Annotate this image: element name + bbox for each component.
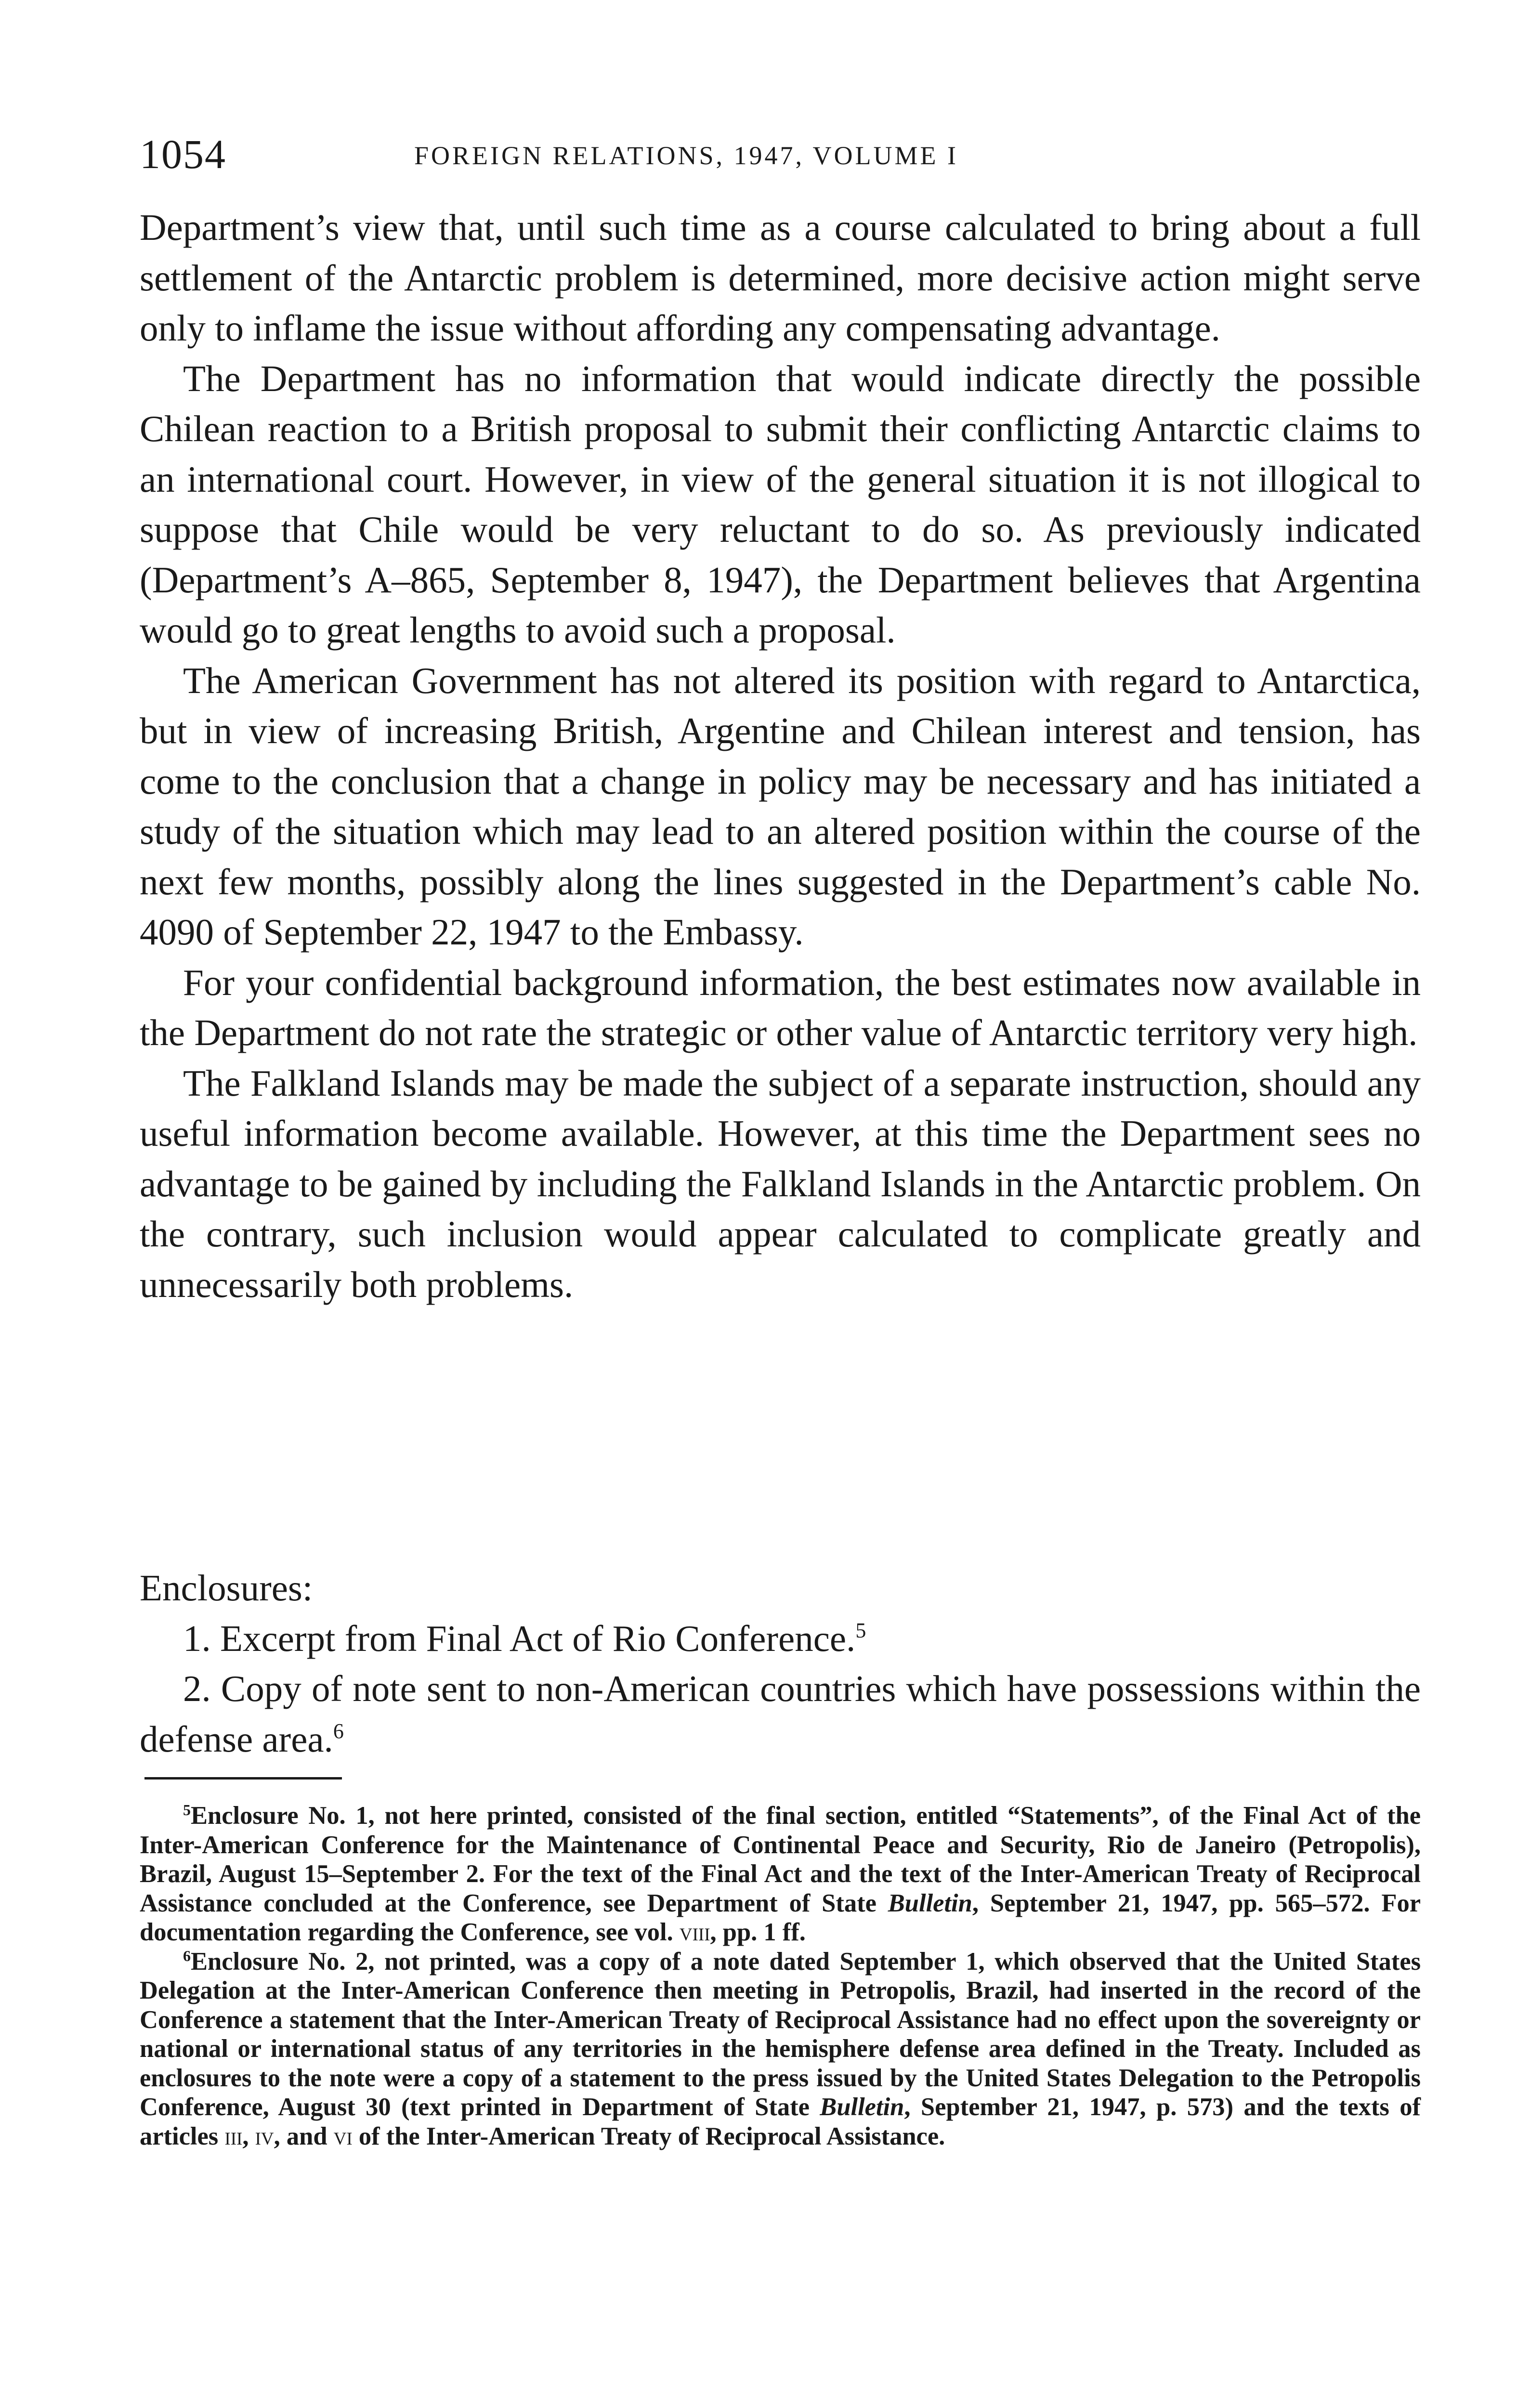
footnote-mark: 5 xyxy=(183,1801,191,1819)
enclosures-list xyxy=(140,1563,1421,1764)
footnote-mark: 6 xyxy=(183,1947,191,1964)
footnote-reference[interactable]: 5 xyxy=(855,1618,866,1642)
footnote-text: Enclosure No. 1, not here printed, consisted of the final section, entitled “Statements”, of the Final Act of the Inter-American Conference for the Maintenance of Continental Peace and Security, Rio de Janeiro (Petropolis), Brazil, August 15–September 2. For the text of the Final Act and the text of the Inter-American Treaty of Reciprocal Assistance concluded at the Conference, see Department of State xyxy=(140,1802,1421,1917)
publication-title: Bulletin xyxy=(820,2093,904,2121)
footnote xyxy=(140,1801,1421,1947)
enclosures-label: Enclosures: xyxy=(140,1567,313,1609)
footnote-text: , September 21, 1947, p. 573) and the texts of articles xyxy=(140,2093,1421,2150)
footnote-text: , xyxy=(242,2122,255,2150)
article-numeral: iii xyxy=(224,2122,243,2150)
paragraph: The Falkland Islands may be made the subject of a separate instruction, should any useful information become available. However, at this time the Department sees no advantage to be gained by including the Falkland Islands in the Antarctic problem. On the contrary, such inclusion would appear calculated to complicate greatly and unnecessarily both problems. xyxy=(140,1062,1421,1305)
publication-title: Bulletin xyxy=(888,1889,972,1917)
paragraph: For your confidential background information, the best estimates now available in the Department do not rate the strategic or other value of Antarctic territory very high. xyxy=(140,961,1421,1053)
footnote-text: , pp. 1 ff. xyxy=(710,1918,806,1946)
enclosure-item-text: 1. Excerpt from Final Act of Rio Conference. xyxy=(183,1617,856,1659)
footnotes xyxy=(140,1801,1421,2151)
page-number: 1054 xyxy=(140,131,226,177)
enclosure-item xyxy=(140,1613,1421,1664)
footnote-text: of the Inter-American Treaty of Reciprocal Assistance. xyxy=(352,2122,945,2150)
running-title: FOREIGN RELATIONS, 1947, VOLUME I xyxy=(414,141,958,170)
footnote-text: Enclosure No. 2, not printed, was a copy of a note dated September 1, which observed that the United States Delegation at the Inter-American Conference then meeting in Petropolis, Brazil, had inserted in the record of the Conference a statement that the Inter-American Treaty of Reciprocal Assistance had no effect upon the sovereignty or national or international status of any territories in the hemisphere defense area defined in the Treaty. Included as enclosures to the note were a copy of a statement to the press issued by the United States Delegation to the Petropolis Conference, August 30 (text printed in Department of State xyxy=(140,1947,1421,2121)
paragraph: Department’s view that, until such time as a course calculated to bring about a full settlement of the Antarctic problem is determined, more decisive action might serve only to inflame the issue without affording any compensating advantage. xyxy=(140,207,1421,349)
footnote-text: , September 21, 1947, pp. 565–572. For documentation regarding the Conference, see vol. xyxy=(140,1889,1421,1946)
footnote-reference[interactable]: 6 xyxy=(333,1719,344,1743)
paragraph: The American Government has not altered its position with regard to Antarctica, but in view of increasing British, Argentine and Chilean interest and tension, has come to the conclusion that a change in policy may be necessary and has initiated a study of the situation which may lead to an altered position within the course of the next few months, possibly along the lines suggested in the Department’s cable No. 4090 of September 22, 1947 to the Embassy. xyxy=(140,659,1421,953)
article-numeral: iv xyxy=(255,2122,274,2150)
body-text xyxy=(140,202,1421,1309)
footnote xyxy=(140,1947,1421,2151)
enclosure-item-text: 2. Copy of note sent to non-American countries which have possessions within the defense area. xyxy=(140,1668,1421,1760)
enclosure-item xyxy=(140,1663,1421,1764)
volume-numeral: viii xyxy=(679,1918,710,1946)
page-header xyxy=(140,130,1421,183)
footnote-text: , and xyxy=(274,2122,334,2150)
paragraph: The Department has no information that would indicate directly the possible Chilean reaction to a British proposal to submit their conflicting Antarctic claims to an international court. However, in view of the general situation it is not illogical to suppose that Chile would be very reluctant to do so. As previously indicated (Department’s A–865, September 8, 1947), the Department believes that Argentina would go to great lengths to avoid such a proposal. xyxy=(140,357,1421,651)
footnote-divider xyxy=(144,1777,342,1780)
article-numeral: vi xyxy=(333,2122,353,2150)
